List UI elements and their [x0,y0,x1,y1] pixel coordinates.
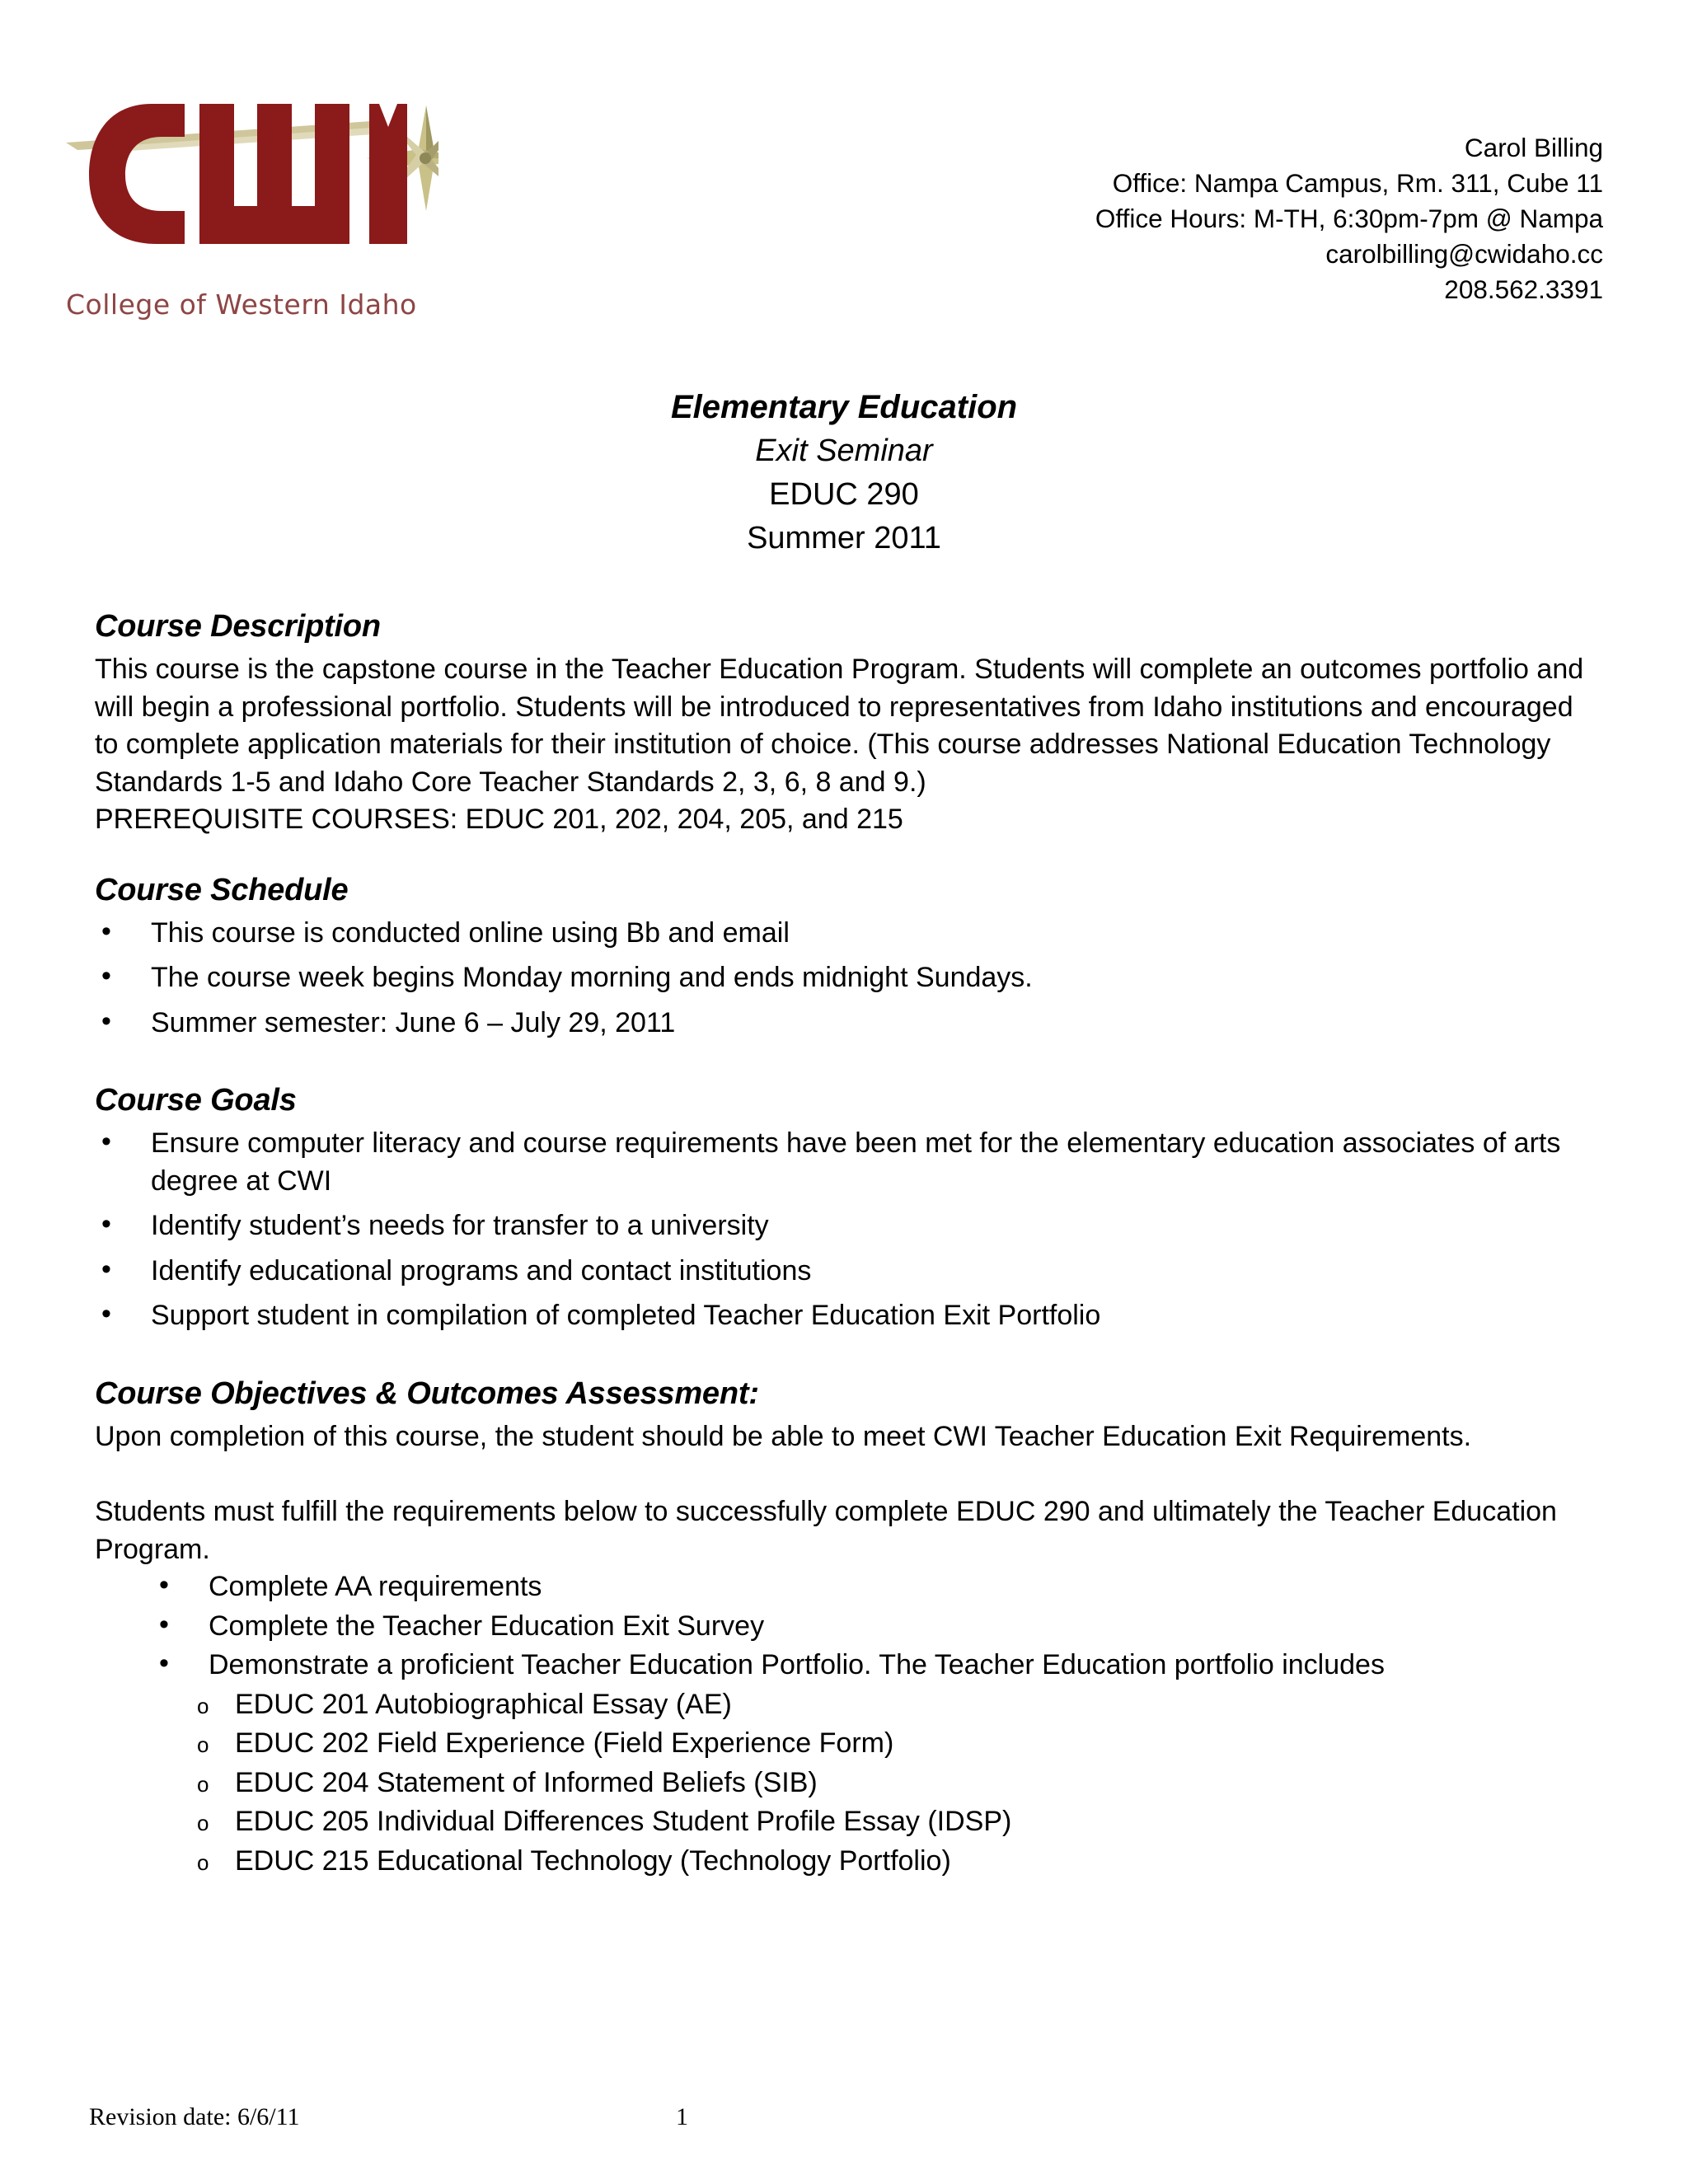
document-body [95,607,1591,1882]
course-code: EDUC 290 [769,477,919,512]
page-header [0,0,1688,321]
program-title: Elementary Education [670,389,1018,425]
list-item: o EDUC 201 Autobiographical Essay (AE) [194,1686,1591,1724]
spacer [95,1049,1591,1080]
list-item: • The course week begins Monday morning and ends midnight Sundays. [95,959,1591,997]
list-item: • Demonstrate a proficient Teacher Education Portfolio. The Teacher Education portfolio includes [152,1647,1591,1685]
course-schedule-list [95,915,1591,1043]
objectives-intro-paragraph: Upon completion of this course, the student should be able to meet CWI Teacher Education Exit Requirements. [95,1420,1472,1452]
course-prerequisites: PREREQUISITE COURSES: EDUC 201, 202, 204, 205, and 215 [95,804,903,835]
spacer [95,839,1591,870]
instructor-phone: 208.562.3391 [1444,274,1603,304]
heading-course-goals: Course Goals [95,1083,297,1118]
list-item: o EDUC 202 Field Experience (Field Experience Form) [194,1725,1591,1763]
course-description-paragraph: This course is the capstone course in the Teacher Education Program. Students will complete an outcomes portfolio and will begin a professional portfolio. Students will be introduced to representatives from Idaho institutions and encouraged to complete application materials for their institution of choice. (This course addresses National Education Technology Standards 1-5 and Idaho Core Teacher Standards 2, 3, 6, 8 and 9.) [95,654,1584,798]
instructor-email: carolbilling@cwidaho.cc [1325,239,1603,269]
course-goals-list [95,1125,1591,1335]
revision-date: Revision date: 6/6/11 [89,2103,300,2130]
list-item: • Complete AA requirements [152,1568,1591,1606]
list-item: • This course is conducted online using Bb and email [95,915,1591,953]
list-item: • Support student in compilation of completed Teacher Education Exit Portfolio [95,1297,1591,1335]
list-item: • Identify educational programs and contact institutions [95,1253,1591,1291]
requirements-list [152,1568,1591,1685]
course-subtitle: Exit Seminar [755,434,933,468]
page-footer [0,2103,1688,2144]
list-item: • Ensure computer literacy and course requirements have been met for the elementary education associates of arts degree at CWI [95,1125,1591,1200]
list-item: o EDUC 204 Statement of Informed Beliefs (SIB) [194,1765,1591,1802]
list-item: • Complete the Teacher Education Exit Survey [152,1608,1591,1646]
instructor-office: Office: Nampa Campus, Rm. 311, Cube 11 [1112,168,1603,198]
cwi-wordmark-icon [59,23,438,246]
objectives-lead-in-paragraph: Students must fulfill the requirements below to successfully complete EDUC 290 and ultimately the Teacher Education Program. [95,1496,1557,1565]
instructor-contact-block [1095,130,1603,307]
spacer [95,1455,1591,1493]
heading-course-objectives: Course Objectives & Outcomes Assessment: [95,1376,759,1411]
instructor-name: Carol Billing [1464,133,1603,162]
portfolio-contents-list [194,1686,1591,1881]
list-item: o EDUC 205 Individual Differences Student Profile Essay (IDSP) [194,1803,1591,1841]
course-term: Summer 2011 [747,521,941,555]
list-item: • Identify student’s needs for transfer to a university [95,1207,1591,1245]
page-number: 1 [676,2103,688,2130]
heading-course-schedule: Course Schedule [95,872,349,907]
heading-course-description: Course Description [95,609,381,644]
instructor-office-hours: Office Hours: M-TH, 6:30pm-7pm @ Nampa [1095,204,1603,233]
document-title-block [0,386,1688,560]
list-item: • Summer semester: June 6 – July 29, 2011 [95,1005,1591,1043]
spacer [95,1343,1591,1374]
logo-tagline: College of Western Idaho [66,288,417,321]
cwi-logo [59,23,438,321]
list-item: o EDUC 215 Educational Technology (Technology Portfolio) [194,1843,1591,1881]
